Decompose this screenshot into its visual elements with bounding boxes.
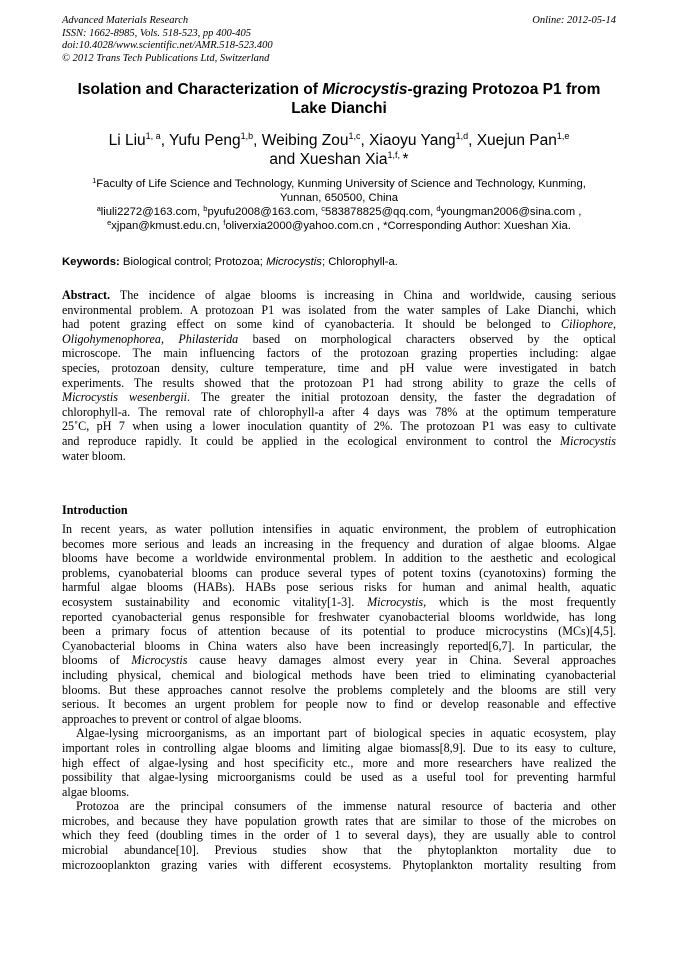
paper-title [62, 80, 616, 118]
journal-header [62, 15, 273, 65]
affil-sup: 1 [92, 176, 97, 185]
intro-line: been a primary focus of attention because of its potential to produce microcystins (MCs)[4,5]. [62, 624, 616, 639]
intro-line: Cyanobacterial blooms in China waters also have been increasingly reported[6,7]. In particular, the [62, 638, 616, 653]
intro-line: ecosystem sustainability and economic vitality[1-3]. Microcystis, which is the most frequently [62, 594, 616, 609]
intro-line: microzooplankton grazing varies with different ecosystems. Phytoplankton mortality resulting from [62, 857, 616, 872]
intro-line: high effect of algae-lysing and host specificity etc., more and more researchers have realized the [62, 755, 616, 770]
author-name: Weibing Zou [261, 132, 349, 149]
email-line [62, 219, 616, 233]
abstract-line: and reproduce rapidly. It could be applied in the ecological environment to control the Microcystis [62, 433, 616, 448]
intro-line: harmful algae blooms (HABs). HABs pose serious risks for human and animal health, aquatic [62, 580, 616, 595]
intro-line: which they feed (doubling times in the order of 1 to several days), they are usually able to control [62, 828, 616, 843]
email: liuli2272@163.com, [100, 206, 204, 218]
intro-line: Algae-lysing microorganisms, as an important part of biological species in aquatic ecosystem, play [76, 726, 616, 741]
abstract-line: Microcystis wesenbergii. The greater the initial protozoan density, the faster the degradation of [62, 390, 617, 405]
intro-line: blooms have become a worldwide environmental problem. In addition to the aesthetic and ecological [62, 551, 616, 566]
intro-line: including physical, chemical and biological methods have been tried to eliminating cyanobacterial [62, 667, 616, 682]
intro-line: reported cyanobacterial genus responsible for freshwater cyanobacterial blooms worldwide, has long [62, 609, 616, 624]
keywords [62, 255, 398, 269]
title-part2: -grazing Protozoa P1 from Lake Dianchi [291, 81, 601, 117]
affil-text: Faculty of Life Science and Technology, Kunming University of Science and Technology, Kunming, [96, 178, 586, 190]
author-sep: , [360, 132, 370, 149]
abstract-line: chlorophyll-a. The removal rate of chlorophyll-a after 4 days was 78% at the optimum temperature [62, 404, 616, 419]
abstract [62, 288, 616, 463]
email: oliverxia2000@yahoo.com.cn , *Corresponding Author: Xueshan Xia. [225, 220, 571, 232]
email-sup: f [223, 218, 226, 227]
email-sup: d [436, 204, 441, 213]
section-heading: Introduction [62, 503, 128, 517]
author-affil-sup: 1,b [240, 131, 254, 141]
author-sep: , [468, 132, 477, 149]
author-name: Yufu Peng [169, 132, 241, 149]
abstract-line: Oligohymenophorea, Philasterida based on morphological characters observed by the optical [62, 331, 616, 346]
author-name: Xuejun Pan [476, 132, 557, 149]
affiliation-block [62, 177, 616, 233]
title-part1: Isolation and Characterization of [77, 81, 323, 98]
intro-line: blooms of Microcystis cause heavy damages almost every year in China. Several approaches [62, 653, 616, 668]
abstract-line: water bloom. [62, 448, 126, 463]
author-affil-sup: 1,e [556, 131, 570, 141]
intro-line: Protozoa are the principal consumers of the immense natural resource of bacteria and other [76, 799, 616, 814]
email-sup: b [203, 204, 208, 213]
intro-line: serious. It becomes an urgent problem for people now to find or develop reasonable and effective [62, 697, 616, 712]
keywords-text: ; Chlorophyll-a. [321, 256, 398, 268]
abstract-line: species, protozoan density, culture temperature, time and pH value were investigated in batch [62, 360, 616, 375]
issn-line: ISSN: 1662-8985, Vols. 518-523, pp 400-405 [62, 27, 251, 39]
intro-line: approaches to prevent or control of algae blooms. [62, 711, 302, 726]
intro-line: microbial abundance[10]. Previous studies show that the phytoplankton mortality due to [62, 843, 616, 858]
title-italic: Microcystis [322, 81, 408, 98]
intro-line: algae blooms. [62, 784, 130, 799]
introduction-body [62, 522, 616, 872]
author-affil-sup: 1,f, [387, 150, 403, 160]
author-affil-sup: 1,d [455, 131, 469, 141]
abstract-line: microscope. The main influencing factors of the protozoan grazing properties including: algae [62, 346, 616, 361]
keywords-text: Biological control; Protozoa; [119, 256, 267, 268]
email-line [62, 205, 616, 219]
author-affil-sup: 1,c [348, 131, 361, 141]
intro-line: possibility that algae-lysing microorganisms could be used as a useful tool for preventing harmful [62, 770, 616, 785]
intro-line: important roles in controlling algae blooms and limiting algae biomass[8,9]. Due to its easy to culture, [62, 740, 616, 755]
author-list [62, 131, 616, 169]
author-name: Li Liu [108, 132, 146, 149]
abstract-label: Abstract. [62, 288, 111, 302]
abstract-line: environmental problem. A protozoan P1 was isolated from the water samples of Lake Dianchi, which [62, 302, 616, 317]
author-sep: * [402, 151, 409, 168]
author-affil-sup: 1, a [145, 131, 161, 141]
copyright-line: © 2012 Trans Tech Publications Ltd, Switzerland [62, 52, 270, 64]
email-sup: a [96, 204, 101, 213]
email: youngman2006@sina.com , [440, 206, 582, 218]
affiliation-line [62, 177, 616, 191]
author-sep: , [160, 132, 170, 149]
abstract-line: had potent grazing effect on some kind of cyanobacteria. It should be belonged to Ciliophore, [62, 317, 616, 332]
keywords-label: Keywords: [62, 256, 120, 268]
author-name: Xiaoyu Yang [369, 132, 456, 149]
author-sep: , [253, 132, 262, 149]
intro-line: microbes, and because they have population growth rates that are similar to those of the microbes on [62, 813, 616, 828]
abstract-line: experiments. The results showed that the protozoan P1 had strong ability to graze the cells of [62, 375, 616, 390]
abstract-text: The incidence of algae blooms is increasing in China and worldwide, causing serious [110, 288, 616, 302]
affiliation-line: Yunnan, 650500, China [279, 192, 399, 204]
abstract-line: 25˚C, pH 7 when using a lower inoculation quantity of 2%. The protozoan P1 was easy to cultivate [62, 419, 616, 434]
email: 583878825@qq.com, [325, 206, 437, 218]
email-sup: c [321, 204, 326, 213]
intro-line: In recent years, as water pollution intensifies in aquatic environment, the problem of eutrophication [62, 522, 616, 536]
abstract-line [62, 288, 616, 303]
doi-line: doi:10.4028/www.scientific.net/AMR.518-523.400 [62, 40, 273, 51]
email: xjpan@kmust.edu.cn, [111, 220, 224, 232]
intro-line: problems, cyanobaterial blooms can produce several types of potent toxins (cyanotoxins) forming the [62, 565, 616, 580]
email: pyufu2008@163.com, [207, 206, 322, 218]
author-name: and Xueshan Xia [269, 151, 388, 168]
intro-line: becomes more serious and leads an increasing in the frequency and duration of algae blooms. Algae [62, 536, 616, 551]
email-sup: e [107, 218, 112, 227]
keywords-italic: Microcystis [266, 256, 322, 268]
intro-line: blooms. But these approaches cannot resolve the problems completely and the blooms are still very [62, 682, 616, 697]
journal-name: Advanced Materials Research [62, 15, 189, 26]
online-date: Online: 2012-05-14 [532, 15, 616, 26]
